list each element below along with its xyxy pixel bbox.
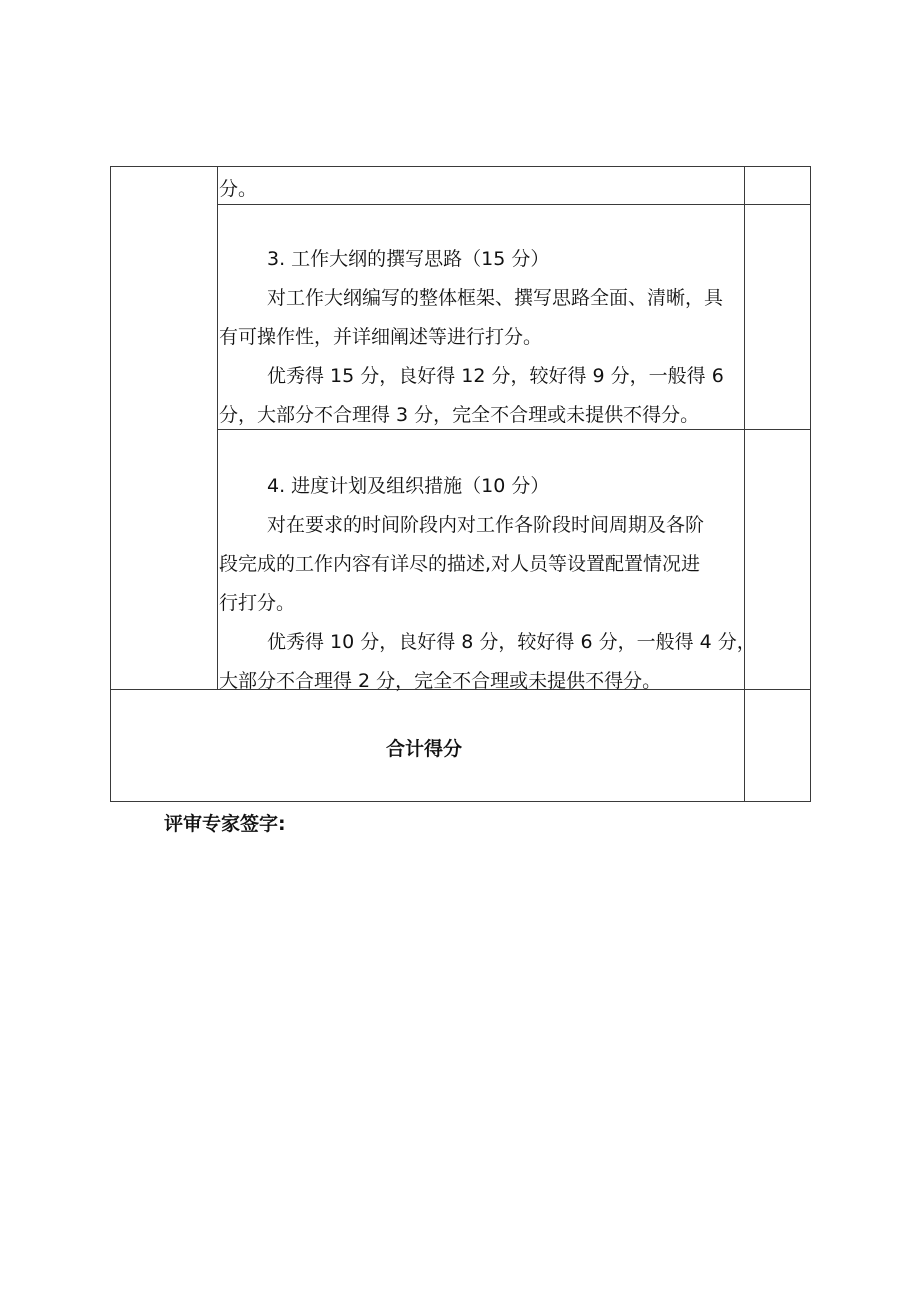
section-4-heading: 4. 进度计划及组织措施（10 分） bbox=[267, 475, 550, 497]
section-4-scoring: 优秀得 10 分，良好得 8 分，较好得 6 分，一般得 4 分， bbox=[267, 631, 756, 653]
column-divider bbox=[744, 166, 745, 802]
table-border-bottom bbox=[110, 801, 811, 802]
section-3-description: 对工作大纲编写的整体框架、撰写思路全面、清晰，具 bbox=[267, 287, 724, 309]
section-4-description: 对在要求的时间阶段内对工作各阶段时间周期及各阶 bbox=[267, 514, 705, 536]
section-3-scoring: 优秀得 15 分，良好得 12 分，较好得 9 分，一般得 6 bbox=[267, 365, 724, 387]
column-divider bbox=[217, 166, 218, 690]
table-border-top bbox=[110, 166, 811, 167]
continuation-cell bbox=[219, 170, 744, 209]
section-3-description: 有可操作性，并详细阐述等进行打分。 bbox=[219, 326, 543, 348]
table-border-left bbox=[110, 166, 111, 802]
total-score-label: 合计得分 bbox=[386, 738, 463, 760]
section-3-heading: 3. 工作大纲的撰写思路（15 分） bbox=[267, 248, 550, 270]
section-4-description: 行打分。 bbox=[219, 592, 296, 614]
section-4-description: 段完成的工作内容有详尽的描述,对人员等设置配置情况进 bbox=[219, 553, 701, 575]
section-4-cell bbox=[219, 467, 756, 701]
expert-signature-label: 评审专家签字: bbox=[164, 813, 286, 835]
section-3-cell bbox=[219, 240, 744, 435]
table-border-right bbox=[810, 166, 811, 802]
section-4-scoring: 大部分不合理得 2 分，完全不合理或未提供不得分。 bbox=[219, 670, 662, 692]
continuation-text: 分。 bbox=[219, 178, 258, 200]
section-3-scoring: 分，大部分不合理得 3 分，完全不合理或未提供不得分。 bbox=[219, 404, 700, 426]
